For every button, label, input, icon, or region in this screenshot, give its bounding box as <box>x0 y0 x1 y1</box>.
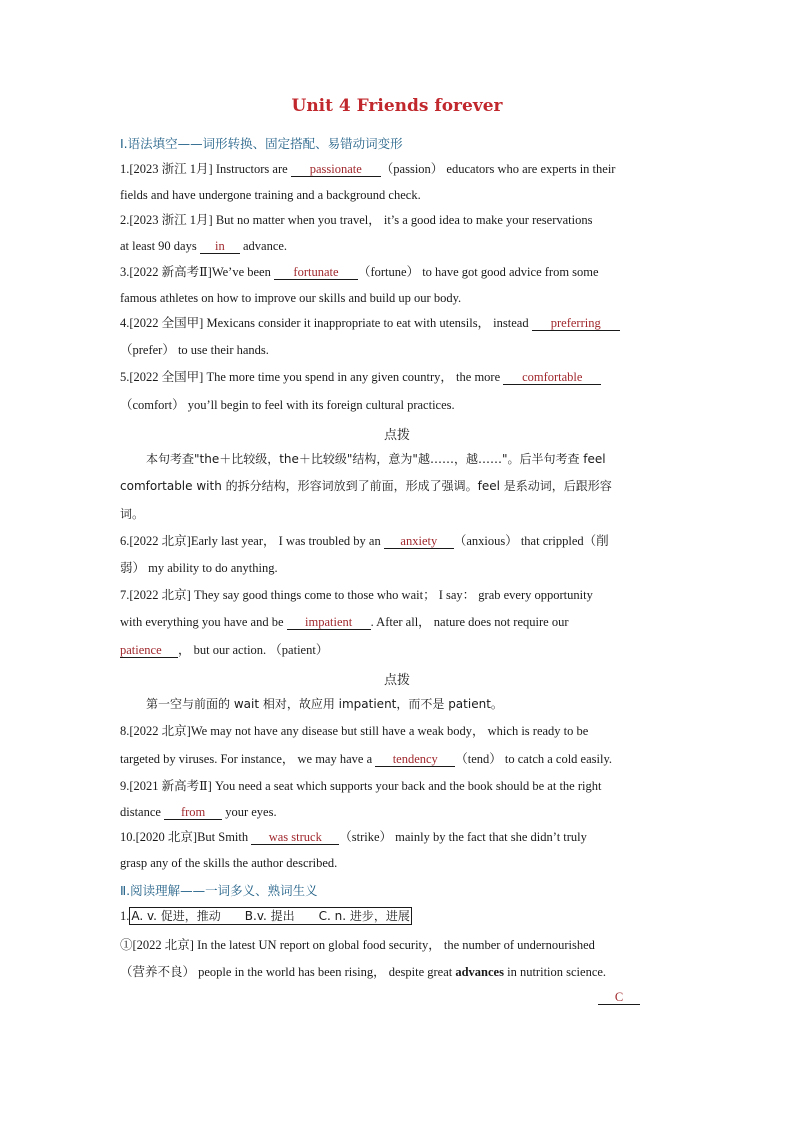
answer-blank: comfortable <box>503 370 601 385</box>
reading-item-1-sentence-line-2: （营养不良） people in the world has been rising， despite great advances in nutrition science. <box>120 965 607 979</box>
question-1-line-2: fields and have undergone training and a background check. <box>120 188 421 202</box>
answer-blank: in <box>200 239 240 254</box>
question-10: 10.[2020 北京]But Smith was struck （strike） mainly by the fact that she didn’t truly <box>120 830 587 844</box>
question-2-line-2: at least 90 days in advance. <box>120 239 288 253</box>
answer-blank: tendency <box>375 752 455 767</box>
question-7-line-2: with everything you have and be impatient . After all， nature does not require our <box>120 615 569 629</box>
answer-blank: C <box>598 990 640 1005</box>
reading-item-1-answer <box>598 988 640 1006</box>
question-6: 6.[2022 北京]Early last year， I was troubled by an anxiety （anxious） that crippled（削 <box>120 534 609 548</box>
hint-5-line-1: 本句考查"the＋比较级，the＋比较级"结构，意为"越……，越……"。后半句考查 feel <box>146 452 606 466</box>
options-box: A. v. 促进，推动 B.v. 提出 C. n. 进步，进展 <box>131 909 410 923</box>
answer-blank: from <box>164 805 222 820</box>
answer-blank: patience <box>120 643 178 658</box>
question-2: 2.[2023 浙江 1月] But no matter when you travel， it’s a good idea to make your reservations <box>120 213 593 227</box>
section-heading-grammar: Ⅰ.语法填空——词形转换、固定搭配、易错动词变形 <box>120 136 403 151</box>
keyword: advances <box>455 965 504 979</box>
question-5-line-2: （comfort） you’ll begin to feel with its foreign cultural practices. <box>120 398 455 412</box>
answer-blank: fortunate <box>274 265 358 280</box>
hint-5-line-3: 词。 <box>120 507 145 521</box>
question-9-line-2: distance from your eyes. <box>120 805 277 819</box>
question-8: 8.[2022 北京]We may not have any disease but still have a weak body， which is ready to be <box>120 724 589 738</box>
question-9: 9.[2021 新高考Ⅱ] You need a seat which supports your back and the book should be at the right <box>120 779 602 793</box>
answer-blank: impatient <box>287 615 371 630</box>
section-heading-reading: Ⅱ.阅读理解——一词多义、熟词生义 <box>120 883 318 898</box>
answer-blank: passionate <box>291 162 381 177</box>
question-8-line-2: targeted by viruses. For instance， we may have a tendency （tend） to catch a cold easily. <box>120 752 613 766</box>
reading-item-1: 1. A. v. 促进，推动 B.v. 提出 C. n. 进步，进展 <box>120 909 410 923</box>
reading-item-1-sentence: ①[2022 北京] In the latest UN report on global food security， the number of undernourished <box>120 938 595 952</box>
hint-heading: 点拨 <box>383 673 410 688</box>
question-4-line-2: （prefer） to use their hands. <box>120 343 269 357</box>
answer-blank: preferring <box>532 316 620 331</box>
hint-heading: 点拨 <box>383 428 410 443</box>
question-10-line-2: grasp any of the skills the author described. <box>120 856 338 870</box>
question-3-line-2: famous athletes on how to improve our skills and build up our body. <box>120 291 462 305</box>
answer-blank: was struck <box>251 830 339 845</box>
question-1: 1.[2023 浙江 1月] Instructors are passionate （passion） educators who are experts in their <box>120 162 616 176</box>
page-title: Unit 4 Friends forever <box>291 96 503 116</box>
question-6-line-2: 弱） my ability to do anything. <box>120 561 278 575</box>
hint-7: 第一空与前面的 wait 相对，故应用 impatient，而不是 patient。 <box>146 697 503 711</box>
hint-5-line-2: comfortable with 的拆分结构，形容词放到了前面，形成了强调。feel 是系动词，后跟形容 <box>120 479 612 493</box>
question-4: 4.[2022 全国甲] Mexicans consider it inappropriate to eat with utensils， instead preferring <box>120 314 620 332</box>
question-7: 7.[2022 北京] They say good things come to those who wait； I say： grab every opportunity <box>120 588 593 602</box>
question-7-line-3: patience ， but our action. （patient） <box>120 643 329 657</box>
answer-blank: anxiety <box>384 534 454 549</box>
question-3: 3.[2022 新高考Ⅱ]We’ve been fortunate （fortune） to have got good advice from some <box>120 265 599 279</box>
question-5: 5.[2022 全国甲] The more time you spend in any given country， the more comfortable <box>120 368 601 386</box>
